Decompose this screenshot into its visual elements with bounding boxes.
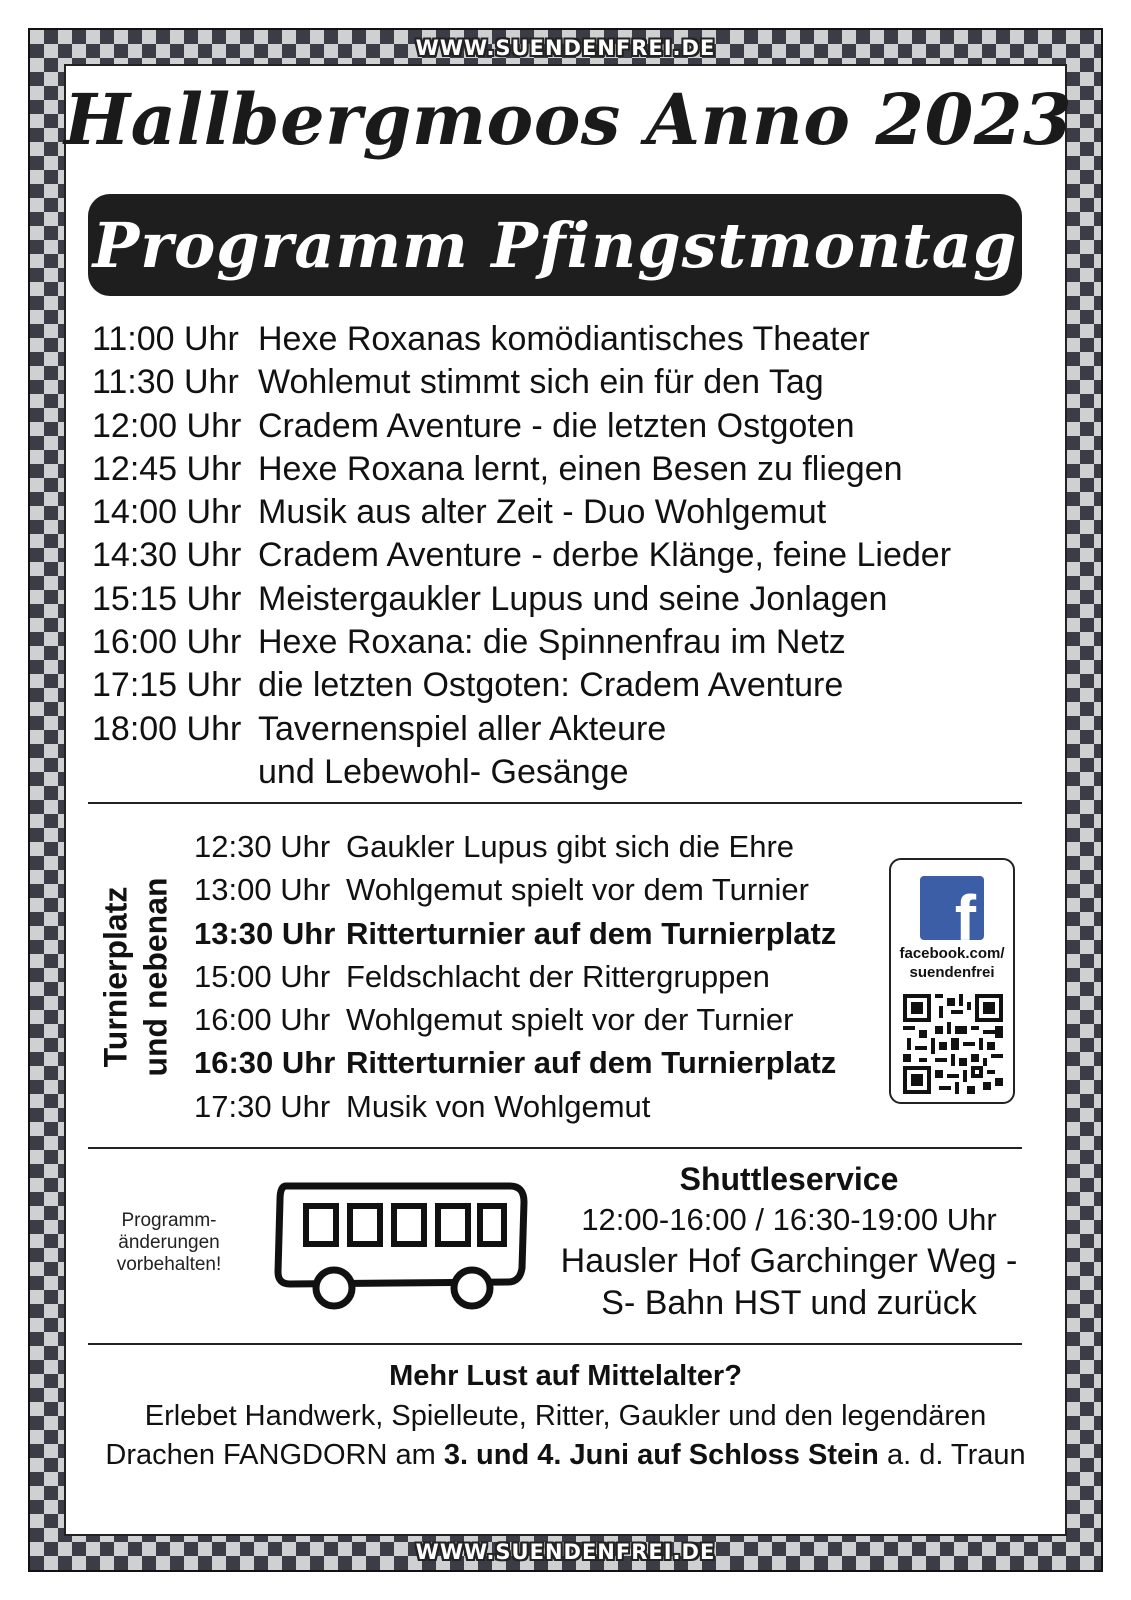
schedule-event: Hexe Roxana lernt, einen Besen zu fliegen	[258, 449, 903, 488]
schedule-time: 12:00 Uhr	[92, 406, 242, 445]
turnier-row	[194, 825, 836, 868]
schedule-time: 14:30 Uhr	[92, 536, 242, 575]
turnier-event: Feldschlacht der Rittergruppen	[346, 958, 770, 994]
turnier-event: Gaukler Lupus gibt sich die Ehre	[346, 829, 795, 864]
schedule-row	[92, 664, 951, 707]
facebook-url-line1: facebook.com/	[899, 945, 1005, 962]
qr-code-icon[interactable]	[903, 994, 1003, 1094]
schedule-event: die letzten Ostgoten: Cradem Aventure	[258, 666, 844, 705]
turnier-event: Wohlgemut spielt vor dem Turnier	[346, 872, 809, 908]
turnier-row-highlight	[194, 912, 836, 955]
turnier-label-line1: Turnierplatz	[98, 886, 135, 1068]
turnier-row-highlight	[194, 1041, 836, 1084]
turnier-event: Ritterturnier auf dem Turnierplatz	[346, 915, 837, 951]
turnier-time: 17:30 Uhr	[194, 1088, 331, 1124]
schedule-row	[92, 361, 951, 404]
facebook-card[interactable]	[889, 858, 1015, 1104]
schedule-event: und Lebewohl- Gesänge	[258, 752, 629, 791]
footer-event-date: 3. und 4. Juni auf Schloss Stein	[443, 1439, 879, 1471]
turnier-time: 12:30 Uhr	[194, 829, 331, 864]
facebook-url-line2: suendenfrei	[909, 964, 995, 981]
notice-line: vorbehalten!	[116, 1254, 222, 1275]
shuttle-route-line2: S- Bahn HST und zurück	[601, 1284, 977, 1322]
schedule-time: 16:00 Uhr	[92, 623, 242, 662]
banner-title: Programm Pfingstmontag	[92, 208, 1018, 282]
schedule-event: Tavernenspiel aller Akteure	[258, 709, 667, 748]
shuttle-route-line1: Hausler Hof Garchinger Weg -	[560, 1242, 1018, 1280]
schedule-time: 15:15 Uhr	[92, 579, 242, 618]
footer-title: Mehr Lust auf Mittelalter?	[389, 1360, 742, 1392]
schedule-time: 18:00 Uhr	[92, 709, 242, 748]
facebook-link[interactable]	[891, 944, 1013, 982]
bus-icon	[272, 1176, 532, 1316]
footer-promo	[64, 1355, 1067, 1475]
facebook-logo-letter: f	[954, 882, 976, 940]
program-change-notice	[84, 1210, 254, 1276]
divider	[88, 802, 1022, 804]
turnier-time: 13:30 Uhr	[194, 915, 336, 951]
schedule-time: 11:30 Uhr	[92, 363, 239, 402]
schedule-time	[92, 751, 258, 794]
notice-line: Programm-	[121, 1210, 217, 1231]
shuttle-info	[548, 1158, 1030, 1324]
turnier-event: Wohlgemut spielt vor der Turnier	[346, 1002, 794, 1038]
main-schedule	[92, 318, 951, 794]
schedule-time: 11:00 Uhr	[92, 320, 239, 358]
facebook-icon[interactable]	[920, 876, 984, 940]
schedule-row	[92, 578, 951, 621]
schedule-event: Cradem Aventure - die letzten Ostgoten	[258, 406, 855, 445]
schedule-event: Meistergaukler Lupus und seine Jonlagen	[258, 579, 888, 618]
schedule-event: Musik aus alter Zeit - Duo Wohlgemut	[258, 493, 827, 532]
turnier-event: Musik von Wohlgemut	[346, 1088, 651, 1124]
schedule-event: Cradem Aventure - derbe Klänge, feine Lieder	[258, 536, 952, 575]
footer-line2-pre: Drachen FANGDORN am	[105, 1439, 444, 1471]
turnier-label-line2: und nebenan	[138, 877, 175, 1077]
schedule-time: 17:15 Uhr	[92, 666, 242, 705]
turnier-time: 15:00 Uhr	[194, 958, 331, 994]
turnier-schedule	[194, 825, 836, 1128]
schedule-row	[92, 708, 951, 751]
footer-line2	[64, 1436, 1067, 1475]
shuttle-title: Shuttleservice	[679, 1161, 899, 1197]
turnier-section-label	[96, 846, 176, 1108]
schedule-row	[92, 318, 951, 361]
schedule-event: Hexe Roxana: die Spinnenfrau im Netz	[258, 623, 846, 662]
shuttle-times: 12:00-16:00 / 16:30-19:00 Uhr	[581, 1202, 997, 1237]
schedule-time: 14:00 Uhr	[92, 493, 242, 532]
schedule-row	[92, 534, 951, 577]
schedule-event: Wohlemut stimmt sich ein für den Tag	[258, 363, 824, 402]
schedule-row	[92, 751, 951, 794]
footer-line2-post: a. d. Traun	[878, 1439, 1026, 1471]
notice-line: änderungen	[118, 1232, 220, 1253]
page-title: Hallbergmoos Anno 2023	[64, 78, 1073, 161]
turnier-time: 13:00 Uhr	[194, 872, 331, 908]
turnier-row	[194, 868, 836, 911]
turnier-time: 16:00 Uhr	[194, 1002, 331, 1038]
turnier-row	[194, 998, 836, 1041]
turnier-time: 16:30 Uhr	[194, 1045, 336, 1081]
turnier-event: Ritterturnier auf dem Turnierplatz	[346, 1045, 837, 1081]
schedule-event: Hexe Roxanas komödiantisches Theater	[258, 320, 870, 358]
program-banner	[88, 194, 1022, 296]
schedule-time: 12:45 Uhr	[92, 449, 242, 488]
footer-line1: Erlebet Handwerk, Spielleute, Ritter, Gaukler und den legendären	[144, 1400, 987, 1432]
schedule-row	[92, 621, 951, 664]
divider	[88, 1343, 1022, 1345]
website-url-top[interactable]: WWW.SUENDENFREI.DE	[415, 36, 716, 60]
schedule-row	[92, 405, 951, 448]
website-url-bottom[interactable]: WWW.SUENDENFREI.DE	[415, 1540, 716, 1564]
divider	[88, 1147, 1022, 1149]
turnier-row	[194, 955, 836, 998]
schedule-row	[92, 448, 951, 491]
schedule-row	[92, 491, 951, 534]
turnier-row	[194, 1085, 836, 1128]
